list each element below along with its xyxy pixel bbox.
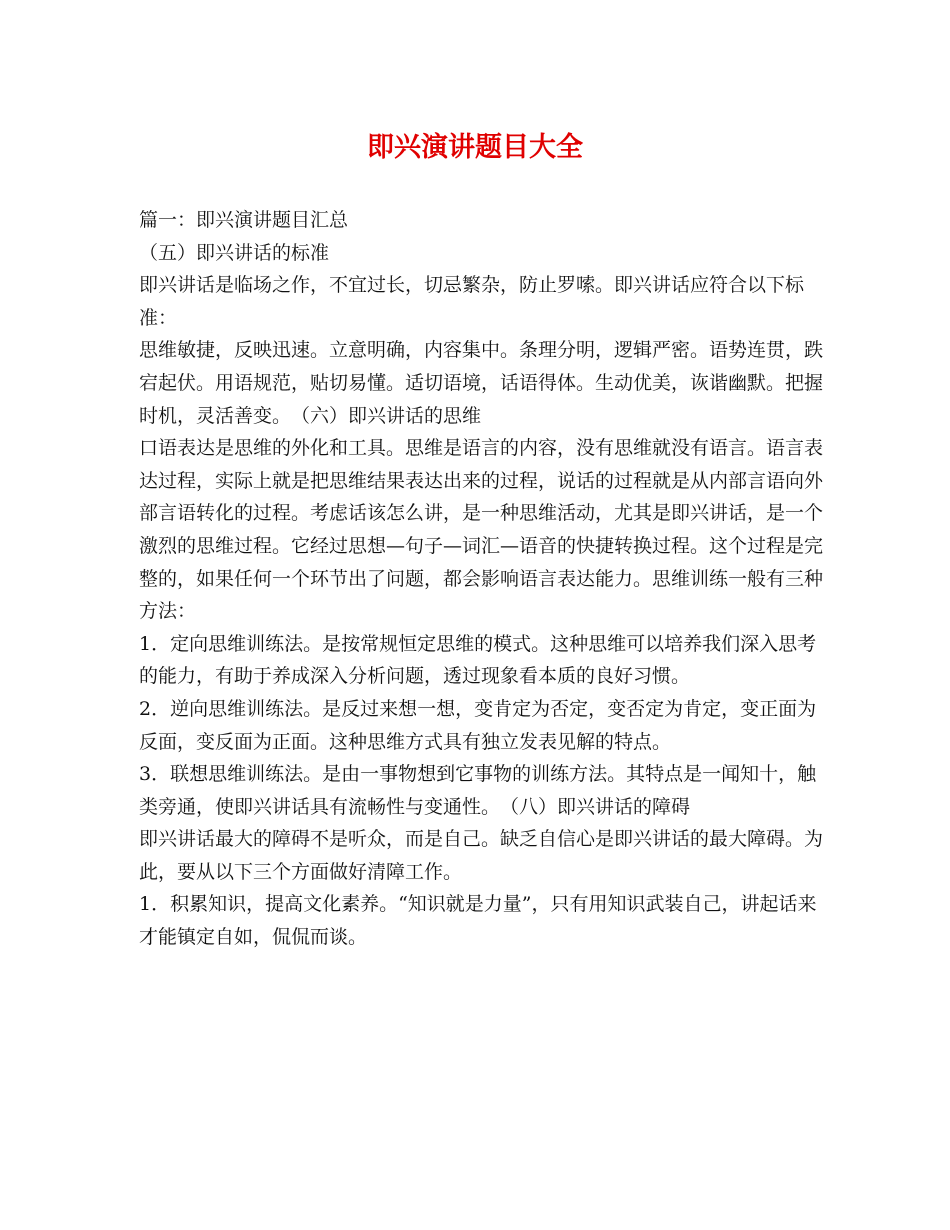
section-heading: 篇一：即兴演讲题目汇总	[139, 209, 349, 231]
paragraph: 2．逆向思维训练法。是反过来想一想，变肯定为否定，变否定为肯定，变正面为反面，变反面为正面。这种思维方式具有独立发表见解的特点。	[139, 697, 817, 753]
document-title: 即兴演讲题目大全	[367, 132, 583, 163]
paragraph: 即兴讲话最大的障碍不是听众，而是自己。缺乏自信心是即兴讲话的最大障碍。为此，要从以下三个方面做好清障工作。	[139, 828, 824, 883]
paragraph: 即兴讲话是临场之作，不宜过长，切忌繁杂，防止罗嗦。即兴讲话应符合以下标准：	[139, 274, 805, 329]
document-body	[139, 204, 829, 954]
paragraph: 3．联想思维训练法。是由一事物想到它事物的训练方法。其特点是一闻知十，触类旁通，使即兴讲话具有流畅性与变通性。 （八）即兴讲话的障碍	[139, 763, 817, 818]
paragraph: 1．定向思维训练法。是按常规恒定思维的模式。这种思维可以培养我们深入思考的能力，有助于养成深入分析问题，透过现象看本质的良好习惯。	[139, 632, 817, 688]
paragraph: 1．积累知识，提高文化素养。“知识就是力量”，只有用知识武装自己，讲起话来才能镇定自如，侃侃而谈。	[139, 893, 817, 949]
subsection-heading: （五）即兴讲话的标准	[139, 241, 330, 264]
paragraph: 思维敏捷，反映迅速。立意明确，内容集中。条理分明，逻辑严密。语势连贯，跌宕起伏。用语规范，贴切易懂。适切语境，话语得体。生动优美，诙谐幽默。把握时机，灵活善变。 （六）即兴讲话的思维	[139, 339, 824, 427]
paragraph: 口语表达是思维的外化和工具。思维是语言的内容，没有思维就没有语言。语言表达过程，实际上就是把思维结果表达出来的过程，说话的过程就是从内部言语向外部言语转化的过程。考虑话该怎么讲，是一种思维活动，尤其是即兴讲话，是一个激烈的思维过程。它经过思想—句子—词汇—语音的快捷转换过程。这个过程是完整的，如果任何一个环节出了问题，都会影响语言表达能力。思维训练一般有三种方法：	[139, 437, 824, 623]
